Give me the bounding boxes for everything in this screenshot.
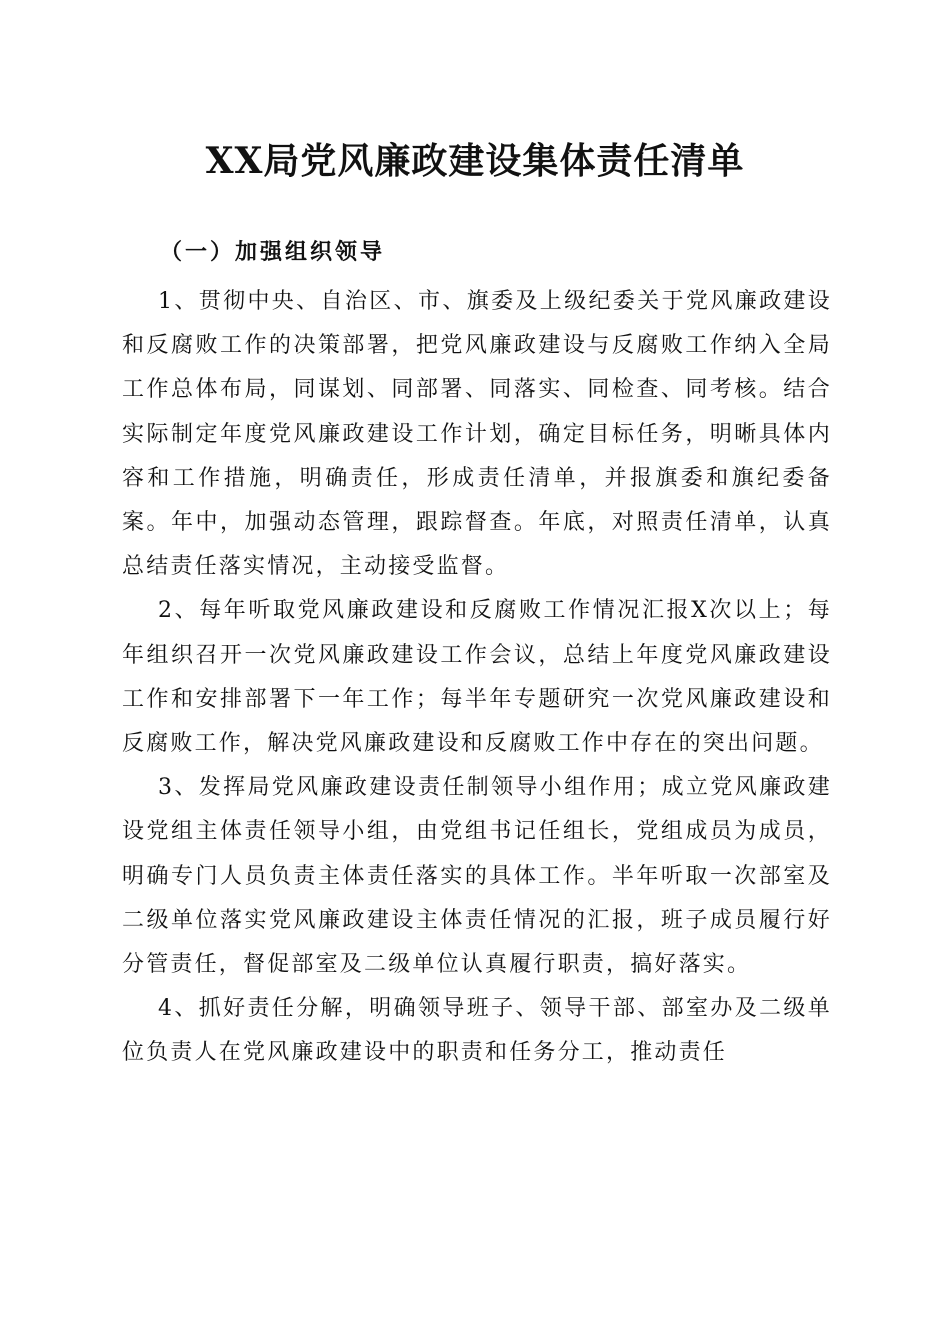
section-heading: （一）加强组织领导 (160, 239, 386, 265)
document-title: XX局党风廉政建设集体责任清单 (205, 140, 745, 182)
document-body (122, 280, 832, 1076)
paragraph-1: 1、贯彻中央、自治区、市、旗委及上级纪委关于党风廉政建设和反腐败工作的决策部署，把党风廉政建设与反腐败工作纳入全局工作总体布局，同谋划、同部署、同落实、同检查、同考核。结合实际制定年度党风廉政建设工作计划，确定目标任务，明晰具体内容和工作措施，明确责任，形成责任清单，并报旗委和旗纪委备案。年中，加强动态管理，跟踪督查。年底，对照责任清单，认真总结责任落实情况，主动接受监督。 (122, 289, 832, 580)
paragraph-3: 3、发挥局党风廉政建设责任制领导小组作用；成立党风廉政建设党组主体责任领导小组，由党组书记任组长，党组成员为成员，明确专门人员负责主体责任落实的具体工作。半年听取一次部室及二级单位落实党风廉政建设主体责任情况的汇报，班子成员履行好分管责任，督促部室及二级单位认真履行职责，搞好落实。 (122, 775, 832, 978)
paragraph-2: 2、每年听取党风廉政建设和反腐败工作情况汇报X次以上；每年组织召开一次党风廉政建设工作会议，总结上年度党风廉政建设工作和安排部署下一年工作；每半年专题研究一次党风廉政建设和反腐败工作，解决党风廉政建设和反腐败工作中存在的突出问题。 (122, 598, 832, 757)
paragraph-4: 4、抓好责任分解，明确领导班子、领导干部、部室办及二级单位负责人在党风廉政建设中的职责和任务分工，推动责任 (122, 996, 832, 1066)
